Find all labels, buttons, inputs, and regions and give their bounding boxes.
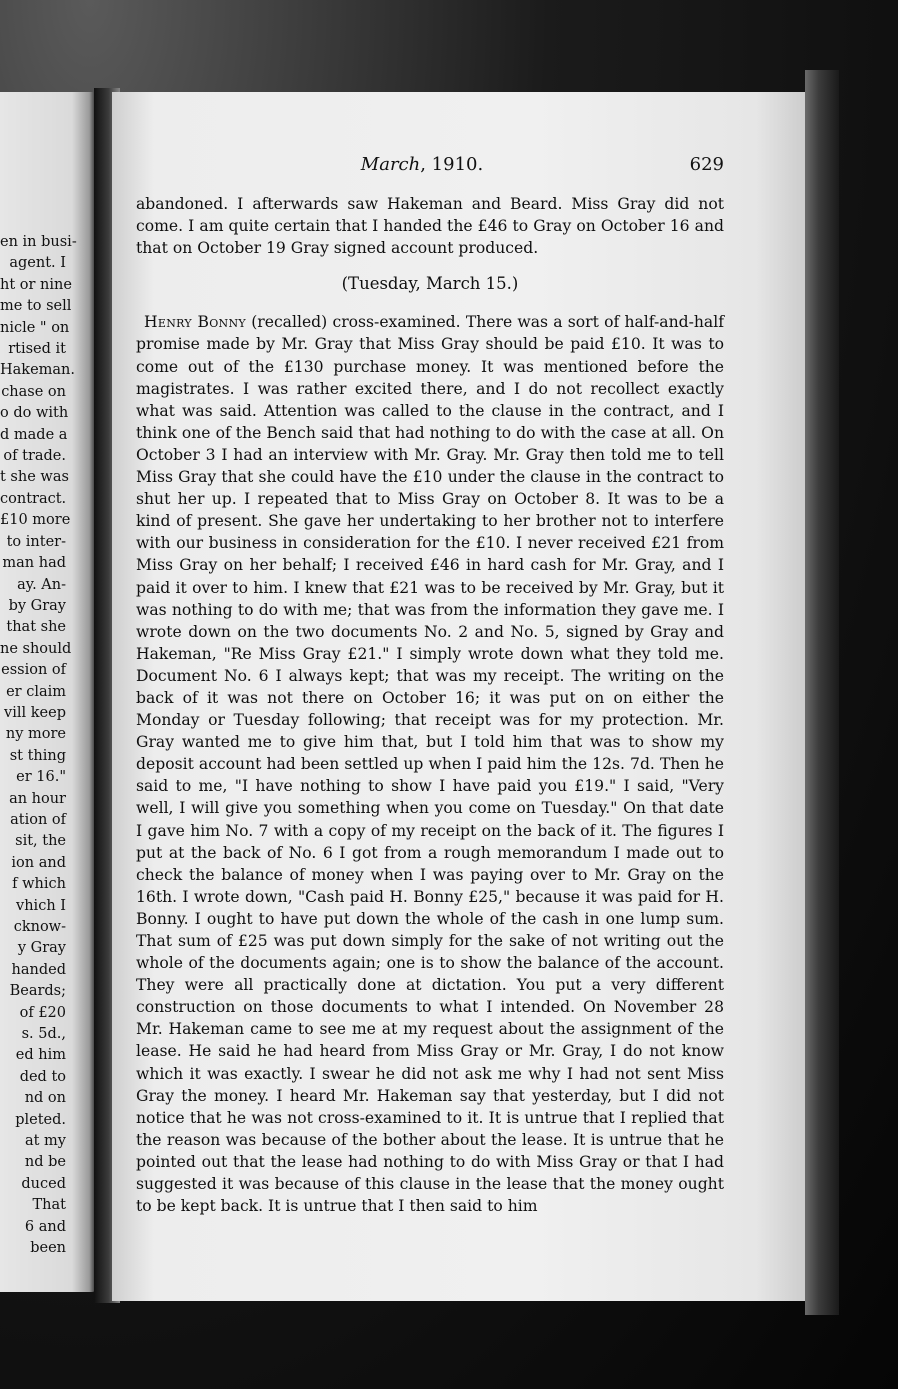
witness-name: Henry Bonny (144, 313, 246, 332)
left-page-line: £10 more (0, 512, 71, 529)
left-page-line: sit, the (15, 833, 66, 850)
left-page-text-fragments (0, 232, 77, 1260)
opening-paragraph: abandoned. I afterwards saw Hakeman and Beard. Miss Gray did not come. I am quite certain that I handed the £46 to Gray on October 16 and that on October 19 Gray signed account produced. (136, 195, 724, 258)
running-head-year: , 1910. (420, 154, 484, 175)
left-page-line: ed him (15, 1047, 66, 1064)
left-page-line: nd be (24, 1154, 66, 1171)
left-page-line: rtised it (8, 341, 66, 358)
left-page-line: er 16." (16, 769, 66, 786)
left-page-line: duced (21, 1175, 66, 1192)
left-page-line: at my (24, 1133, 66, 1150)
left-page-line: an hour (9, 790, 66, 807)
left-page-line: st thing (9, 747, 66, 764)
left-page-line: ation of (10, 811, 66, 828)
left-page-line: d made a (0, 426, 68, 443)
left-page-line: ay. An- (17, 576, 66, 593)
left-page-line: cknow- (13, 919, 66, 935)
page-number: 629 (689, 154, 724, 175)
left-page-line: me to sell (0, 298, 72, 315)
left-page-line: That (32, 1197, 66, 1214)
running-head-month: March (360, 154, 421, 175)
running-head (120, 154, 724, 175)
left-page-line: ion and (11, 854, 66, 871)
left-page-line: en in busi- (0, 234, 77, 250)
left-page-line: Hakeman. (0, 362, 75, 379)
left-page-line: of £20 (19, 1004, 66, 1021)
page-header (120, 154, 724, 180)
left-page-line: handed (11, 961, 66, 978)
left-page-line: nicle " on (0, 319, 70, 336)
left-page-line: of trade. (3, 448, 66, 465)
left-page-line: vill keep (4, 704, 66, 721)
left-page-line: vhich I (16, 897, 66, 914)
testimony-paragraph (136, 311, 724, 1217)
section-heading: (Tuesday, March 15.) (341, 274, 519, 294)
left-page-line: nd on (24, 1090, 66, 1107)
left-page-line: by Gray (8, 597, 66, 614)
left-page-line: y Gray (17, 940, 66, 957)
left-page-line: f which (12, 876, 66, 893)
left-page-line: ded to (19, 1068, 66, 1085)
left-page-line: been (30, 1240, 66, 1257)
left-page-line: chase on (1, 383, 66, 400)
left-page-line: ne should (0, 640, 72, 657)
page-body (136, 193, 724, 1217)
left-page-line: o do with (0, 405, 69, 422)
left-page-line: Beards; (9, 983, 66, 1000)
left-page-line: pleted. (15, 1111, 66, 1128)
left-page-line: that she (6, 619, 66, 636)
left-page-line: t she was (0, 469, 69, 486)
left-page-line: 6 and (24, 1218, 66, 1235)
left-page-line: agent. I (9, 255, 66, 272)
left-page-line: man had (2, 555, 66, 572)
testimony-text: (recalled) cross-examined. There was a sort of half-and-half promise made by Mr. Gray that Miss Gray should be paid £10. It was to come out of the £130 purchase money. It was mentioned before the magistrates. I was rather excited there, and I do not recollect exactly what was said. Attention was called to the clause in the contract, and I think one of the Bench said that had nothing to do with the case at all. On October 3 I had an interview with Mr. Gray. Mr. Gray then told me to tell Miss Gray that she could have the £10 under the clause in the contract to shut her up. I repeated that to Miss Gray on October 8. It was to be a kind of present. She gave her undertaking to her brother not to interfere with our business in consideration for the £10. I never received £21 from Miss Gray on her behalf; I received £46 in hard cash for Mr. Gray, and I paid it over to him. I knew that £21 was to be received by Mr. Gray, but it was nothing to do with me; that was from the information they gave me. I wrote down on the two documents No. 2 and No. 5, signed by Gray and Hakeman, "Re Miss Gray £21." I simply wrote down what they told me. Document No. 6 I always kept; that was my receipt. The writing on the back of it was not there on October 16; it was put on on either the Monday or Tuesday following; that receipt was for my protection. Mr. Gray wanted me to give him that, but I told him that was to show my deposit account had been settled up when I paid him the 12s. 7d. Then he said to me, "I have nothing to show I have paid you £19." I said, "Very well, I will give you something when you come on Tuesday." On that date I gave him No. 7 with a copy of my receipt on the back of it. The figures I put at the back of No. 6 I got from a rough memorandum I made out to check the balance of money when I was paying over to Mr. Gray on the 16th. I wrote down, "Cash paid H. Bonny £25," because it was paid for H. Bonny. I ought to have put down the whole of the cash in one lump sum. That sum of £25 was put down simply for the sake of not writing out the whole of the documents again; one is to show the balance of the account. They were all practically done at dictation. You put a very different construction on those documents to what I intended. On November 28 Mr. Hakeman came to see me at my request about the assignment of the lease. He said he had heard from Miss Gray or Mr. Gray, I do not know which it was exactly. I swear he did not ask me why I had not sent Miss Gray the money. I heard Mr. Hakeman say that yesterday, but I did not notice that he was not cross-examined to it. It is untrue that I replied that the reason was because of the bother about the lease. It is untrue that he pointed out that the lease had nothing to do with Miss Gray or that I had suggested it was because of this clause in the lease that the money ought to be kept back. It is untrue that I then said to him (136, 313, 724, 1216)
left-page-line: ny more (5, 726, 66, 743)
page-edge-shadow (805, 70, 839, 1315)
left-page-line: ht or nine (0, 276, 72, 293)
left-page-line: er claim (6, 683, 66, 700)
left-page-line: ession of (1, 662, 66, 679)
left-page-line: contract. (0, 490, 67, 507)
left-page-line: s. 5d., (21, 1026, 66, 1043)
left-page-line: to inter- (6, 533, 66, 550)
